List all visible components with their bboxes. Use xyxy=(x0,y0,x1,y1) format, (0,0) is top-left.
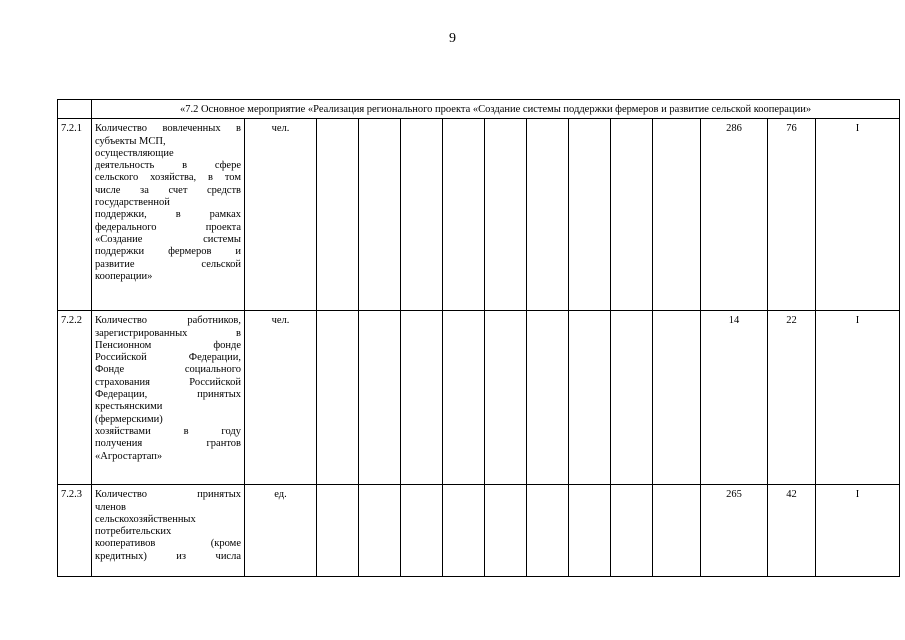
empty-cell xyxy=(527,119,569,311)
empty-cell xyxy=(653,119,701,311)
empty-cell xyxy=(401,119,443,311)
description-line: сельскохозяйственных xyxy=(95,513,196,525)
empty-cell xyxy=(611,119,653,311)
description-line: кредитных) из числа xyxy=(95,550,241,562)
description-line: Фонде социального xyxy=(95,364,241,376)
empty-cell xyxy=(443,119,485,311)
empty-cell xyxy=(485,485,527,577)
unit-cell: чел. xyxy=(245,119,317,311)
empty-cell xyxy=(317,485,359,577)
value-cell: 265 xyxy=(701,485,768,577)
description-line: Российской Федерации, xyxy=(95,352,241,364)
empty-cell xyxy=(569,485,611,577)
description-line: развитие сельской xyxy=(95,258,241,270)
value-cell: 22 xyxy=(768,311,816,485)
description-line: сельского хозяйства, в том xyxy=(95,172,241,184)
empty-cell xyxy=(611,485,653,577)
empty-cell xyxy=(485,311,527,485)
empty-cell xyxy=(443,311,485,485)
empty-cell xyxy=(653,311,701,485)
description-line: кооперации» xyxy=(95,270,153,282)
empty-cell xyxy=(527,485,569,577)
empty-cell xyxy=(569,311,611,485)
description-line: поддержки фермеров и xyxy=(95,246,241,258)
value-cell: 42 xyxy=(768,485,816,577)
empty-cell xyxy=(443,485,485,577)
indicators-table xyxy=(57,99,900,577)
description-line: федерального проекта xyxy=(95,221,241,233)
value-cell: 286 xyxy=(701,119,768,311)
description-line: крестьянскими xyxy=(95,401,163,413)
empty-cell xyxy=(485,119,527,311)
unit-cell: ед. xyxy=(245,485,317,577)
description-line: Количество работников, xyxy=(95,315,241,327)
description-line: «Создание системы xyxy=(95,233,241,245)
empty-cell xyxy=(527,311,569,485)
value-cell: I xyxy=(816,311,900,485)
description-line: страхования Российской xyxy=(95,376,241,388)
description-line: субъекты МСП, xyxy=(95,135,166,147)
description-line: потребительских xyxy=(95,526,172,538)
empty-cell xyxy=(359,311,401,485)
description-line: Пенсионном фонде xyxy=(95,339,241,351)
heading-empty-cell xyxy=(58,100,92,119)
empty-cell xyxy=(317,119,359,311)
description-line: Количество вовлеченных в xyxy=(95,123,241,135)
value-cell: I xyxy=(816,485,900,577)
description-line: государственной xyxy=(95,197,170,209)
empty-cell xyxy=(653,485,701,577)
row-number: 7.2.1 xyxy=(58,119,92,311)
description-line: осуществляющие xyxy=(95,147,174,159)
table-row xyxy=(58,485,900,577)
value-cell: I xyxy=(816,119,900,311)
description-line: получения грантов xyxy=(95,438,241,450)
empty-cell xyxy=(401,311,443,485)
description-line: членов xyxy=(95,501,127,513)
description-line: «Агростартап» xyxy=(95,450,163,462)
description-line: кооперативов (кроме xyxy=(95,538,241,550)
description-line: деятельность в сфере xyxy=(95,160,241,172)
indicator-description xyxy=(92,119,245,311)
empty-cell xyxy=(359,119,401,311)
table-row xyxy=(58,119,900,311)
section-heading: «7.2 Основное мероприятие «Реализация регионального проекта «Создание системы поддержки фермеров и развитие сельской кооперации» xyxy=(92,100,900,119)
table-row xyxy=(58,311,900,485)
value-cell: 14 xyxy=(701,311,768,485)
indicator-description xyxy=(92,485,245,577)
section-heading-row xyxy=(58,100,900,119)
value-cell: 76 xyxy=(768,119,816,311)
empty-cell xyxy=(317,311,359,485)
description-line: Количество принятых xyxy=(95,489,241,501)
page-number: 9 xyxy=(449,31,456,46)
empty-cell xyxy=(359,485,401,577)
description-line: (фермерскими) xyxy=(95,413,163,425)
description-line: хозяйствами в году xyxy=(95,425,241,437)
empty-cell xyxy=(611,311,653,485)
description-line: поддержки, в рамках xyxy=(95,209,241,221)
empty-cell xyxy=(401,485,443,577)
row-number: 7.2.3 xyxy=(58,485,92,577)
indicator-description xyxy=(92,311,245,485)
unit-cell: чел. xyxy=(245,311,317,485)
description-line: числе за счет средств xyxy=(95,184,241,196)
description-line: зарегистрированных в xyxy=(95,327,241,339)
description-line: Федерации, принятых xyxy=(95,389,241,401)
empty-cell xyxy=(569,119,611,311)
row-number: 7.2.2 xyxy=(58,311,92,485)
